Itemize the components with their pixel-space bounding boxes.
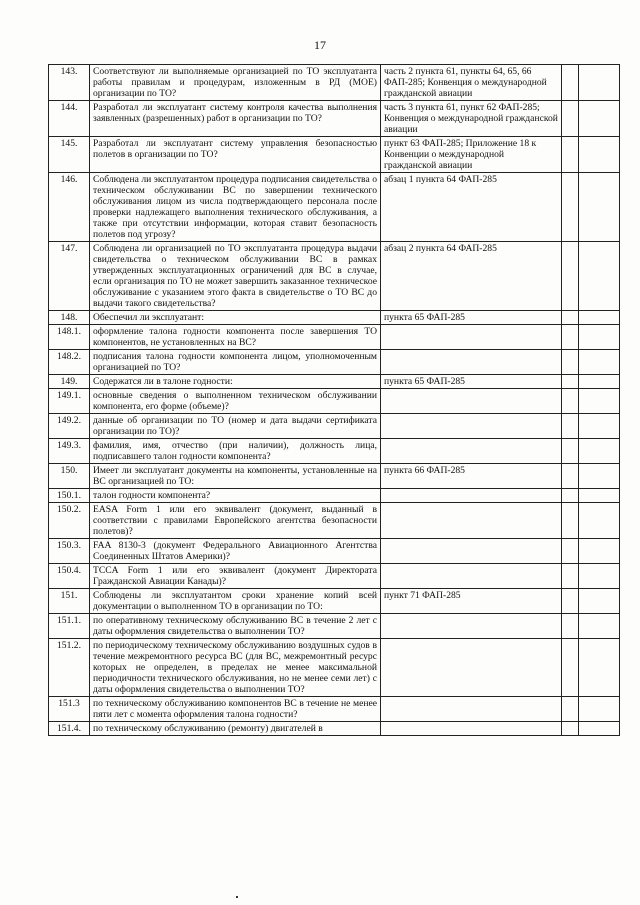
item-number: 150.2.: [49, 503, 90, 539]
item-question: Соблюдены ли эксплуатантом сроки хранение копий всей документации о выполненном ТО в организации по ТО:: [90, 589, 381, 614]
item-reference: [381, 350, 562, 375]
mark-cell-narrow: [562, 722, 579, 736]
item-reference: [381, 697, 562, 722]
item-question: по периодическому техническому обслуживанию воздушных судов в течение межремонтного ресурса ВС (для ВС, межремонтный ресурс которых не определен, в пределах не менее максимальной периодичности технического обслуживания, но не менее семи лет) с даты оформления свидетельства о выполнении ТО?: [90, 639, 381, 697]
mark-cell-narrow: [562, 589, 579, 614]
checklist-row: [49, 464, 620, 489]
checklist-row: [49, 503, 620, 539]
mark-cell-wide: [579, 137, 620, 173]
mark-cell-narrow: [562, 503, 579, 539]
item-question: основные сведения о выполненном техническом обслуживании компонента, его форме (объеме)?: [90, 389, 381, 414]
item-question: оформление талона годности компонента после завершения ТО компонентов, не установленных на ВС?: [90, 325, 381, 350]
checklist-row: [49, 173, 620, 242]
mark-cell-narrow: [562, 697, 579, 722]
mark-cell-wide: [579, 564, 620, 589]
item-number: 145.: [49, 137, 90, 173]
mark-cell-wide: [579, 311, 620, 325]
item-question: по техническому обслуживанию (ремонту) двигателей в: [90, 722, 381, 736]
mark-cell-narrow: [562, 414, 579, 439]
item-reference: пункта 65 ФАП-285: [381, 311, 562, 325]
mark-cell-wide: [579, 722, 620, 736]
item-reference: [381, 325, 562, 350]
item-reference: пункта 65 ФАП-285: [381, 375, 562, 389]
item-question: Разработал ли эксплуатант систему контроля качества выполнения заявленных (разрешенных) работ в организации по ТО?: [90, 101, 381, 137]
item-reference: [381, 489, 562, 503]
mark-cell-wide: [579, 350, 620, 375]
item-number: 151.3: [49, 697, 90, 722]
checklist-row: [49, 311, 620, 325]
item-number: 151.4.: [49, 722, 90, 736]
mark-cell-wide: [579, 375, 620, 389]
checklist-row: [49, 439, 620, 464]
mark-cell-narrow: [562, 389, 579, 414]
item-number: 143.: [49, 65, 90, 101]
item-number: 149.: [49, 375, 90, 389]
item-number: 149.1.: [49, 389, 90, 414]
item-reference: пункта 66 ФАП-285: [381, 464, 562, 489]
mark-cell-wide: [579, 464, 620, 489]
mark-cell-wide: [579, 65, 620, 101]
item-question: фамилия, имя, отчество (при наличии), должность лица, подписавшего талон годности компонента?: [90, 439, 381, 464]
item-reference: [381, 439, 562, 464]
item-reference: [381, 564, 562, 589]
mark-cell-wide: [579, 503, 620, 539]
item-reference: пункт 71 ФАП-285: [381, 589, 562, 614]
checklist-row: [49, 414, 620, 439]
mark-cell-wide: [579, 101, 620, 137]
item-question: Содержатся ли в талоне годности:: [90, 375, 381, 389]
mark-cell-narrow: [562, 325, 579, 350]
checklist-row: [49, 325, 620, 350]
mark-cell-narrow: [562, 173, 579, 242]
item-question: талон годности компонента?: [90, 489, 381, 503]
item-question: EASA Form 1 или его эквивалент (документ, выданный в соответствии с правилами Европейского агентства безопасности полетов)?: [90, 503, 381, 539]
mark-cell-wide: [579, 697, 620, 722]
item-reference: [381, 389, 562, 414]
mark-cell-narrow: [562, 489, 579, 503]
mark-cell-narrow: [562, 439, 579, 464]
item-question: Соблюдена ли эксплуатантом процедура подписания свидетельства о техническом обслуживании ВС по завершении технического обслуживания лицом из числа подтверждающего персонала после проверки надлежащего выполнения технического обслуживания, а также при отсутствии информации, которая ставит безопасность полетов под угрозу?: [90, 173, 381, 242]
item-question: TCCA Form 1 или его эквивалент (документ Директората Гражданской Авиации Канады)?: [90, 564, 381, 589]
checklist-row: [49, 101, 620, 137]
mark-cell-wide: [579, 389, 620, 414]
page-number: 17: [314, 38, 326, 52]
mark-cell-narrow: [562, 539, 579, 564]
item-number: 151.2.: [49, 639, 90, 697]
item-number: 147.: [49, 242, 90, 311]
item-number: 151.: [49, 589, 90, 614]
mark-cell-narrow: [562, 639, 579, 697]
item-reference: [381, 722, 562, 736]
item-reference: [381, 503, 562, 539]
mark-cell-narrow: [562, 242, 579, 311]
checklist-row: [49, 697, 620, 722]
mark-cell-wide: [579, 173, 620, 242]
checklist-row: [49, 389, 620, 414]
mark-cell-wide: [579, 242, 620, 311]
mark-cell-wide: [579, 414, 620, 439]
checklist-row: [49, 489, 620, 503]
item-question: Соответствуют ли выполняемые организацией по ТО эксплуатанта работы правилам и процедурам, изложенным в РД (МОЕ) организации по ТО?: [90, 65, 381, 101]
item-question: Соблюдена ли организацией по ТО эксплуатанта процедура выдачи свидетельства о техническом обслуживании ВС в рамках утвержденных эксплуатационных ограничений для ВС в случае, если организация по ТО не может завершить заказанное техническое обслуживание с указанием этого факта в свидетельстве о ТО ВС до выдачи такого свидетельства?: [90, 242, 381, 311]
checklist-row: [49, 137, 620, 173]
mark-cell-wide: [579, 614, 620, 639]
item-reference: [381, 614, 562, 639]
item-reference: [381, 539, 562, 564]
checklist-row: [49, 614, 620, 639]
checklist-table: [48, 64, 620, 736]
checklist-row: [49, 564, 620, 589]
item-question: Разработал ли эксплуатант систему управления безопасностью полетов в организации по ТО?: [90, 137, 381, 173]
item-number: 148.2.: [49, 350, 90, 375]
mark-cell-narrow: [562, 65, 579, 101]
mark-cell-narrow: [562, 311, 579, 325]
item-reference: [381, 639, 562, 697]
item-reference: абзац 1 пункта 64 ФАП-285: [381, 173, 562, 242]
item-reference: пункт 63 ФАП-285; Приложение 18 к Конвенции о международной гражданской авиации: [381, 137, 562, 173]
item-reference: часть 3 пункта 61, пункт 62 ФАП-285; Конвенция о международной гражданской авиации: [381, 101, 562, 137]
checklist-row: [49, 375, 620, 389]
item-number: 146.: [49, 173, 90, 242]
item-number: 150.4.: [49, 564, 90, 589]
mark-cell-narrow: [562, 350, 579, 375]
checklist-row: [49, 639, 620, 697]
item-question: Имеет ли эксплуатант документы на компоненты, установленные на ВС организацией по ТО:: [90, 464, 381, 489]
item-number: 144.: [49, 101, 90, 137]
item-question: подписания талона годности компонента лицом, уполномоченным организацией по ТО?: [90, 350, 381, 375]
mark-cell-narrow: [562, 564, 579, 589]
item-number: 150.: [49, 464, 90, 489]
item-question: данные об организации по ТО (номер и дата выдачи сертификата организации по ТО)?: [90, 414, 381, 439]
item-question: Обеспечил ли эксплуатант:: [90, 311, 381, 325]
item-number: 149.3.: [49, 439, 90, 464]
mark-cell-wide: [579, 639, 620, 697]
mark-cell-narrow: [562, 137, 579, 173]
checklist-row: [49, 65, 620, 101]
item-number: 149.2.: [49, 414, 90, 439]
checklist-body: [49, 65, 620, 736]
item-number: 148.1.: [49, 325, 90, 350]
mark-cell-wide: [579, 539, 620, 564]
checklist-row: [49, 589, 620, 614]
mark-cell-wide: [579, 589, 620, 614]
item-question: по техническому обслуживанию компонентов ВС в течение не менее пяти лет с момента оформления талона годности?: [90, 697, 381, 722]
item-number: 151.1.: [49, 614, 90, 639]
checklist-row: [49, 350, 620, 375]
checklist-row: [49, 242, 620, 311]
mark-cell-wide: [579, 325, 620, 350]
scan-speck: [236, 896, 238, 898]
mark-cell-narrow: [562, 375, 579, 389]
mark-cell-narrow: [562, 101, 579, 137]
item-number: 150.1.: [49, 489, 90, 503]
item-question: FAA 8130-3 (документ Федерального Авиационного Агентства Соединенных Штатов Америки)?: [90, 539, 381, 564]
item-number: 148.: [49, 311, 90, 325]
checklist-row: [49, 722, 620, 736]
mark-cell-narrow: [562, 614, 579, 639]
mark-cell-wide: [579, 439, 620, 464]
item-question: по оперативному техническому обслуживанию ВС в течение 2 лет с даты оформления свидетельства о выполнении ТО?: [90, 614, 381, 639]
item-reference: часть 2 пункта 61, пункты 64, 65, 66 ФАП-285; Конвенция о международной гражданской авиации: [381, 65, 562, 101]
item-number: 150.3.: [49, 539, 90, 564]
item-reference: абзац 2 пункта 64 ФАП-285: [381, 242, 562, 311]
checklist-row: [49, 539, 620, 564]
mark-cell-wide: [579, 489, 620, 503]
mark-cell-narrow: [562, 464, 579, 489]
item-reference: [381, 414, 562, 439]
